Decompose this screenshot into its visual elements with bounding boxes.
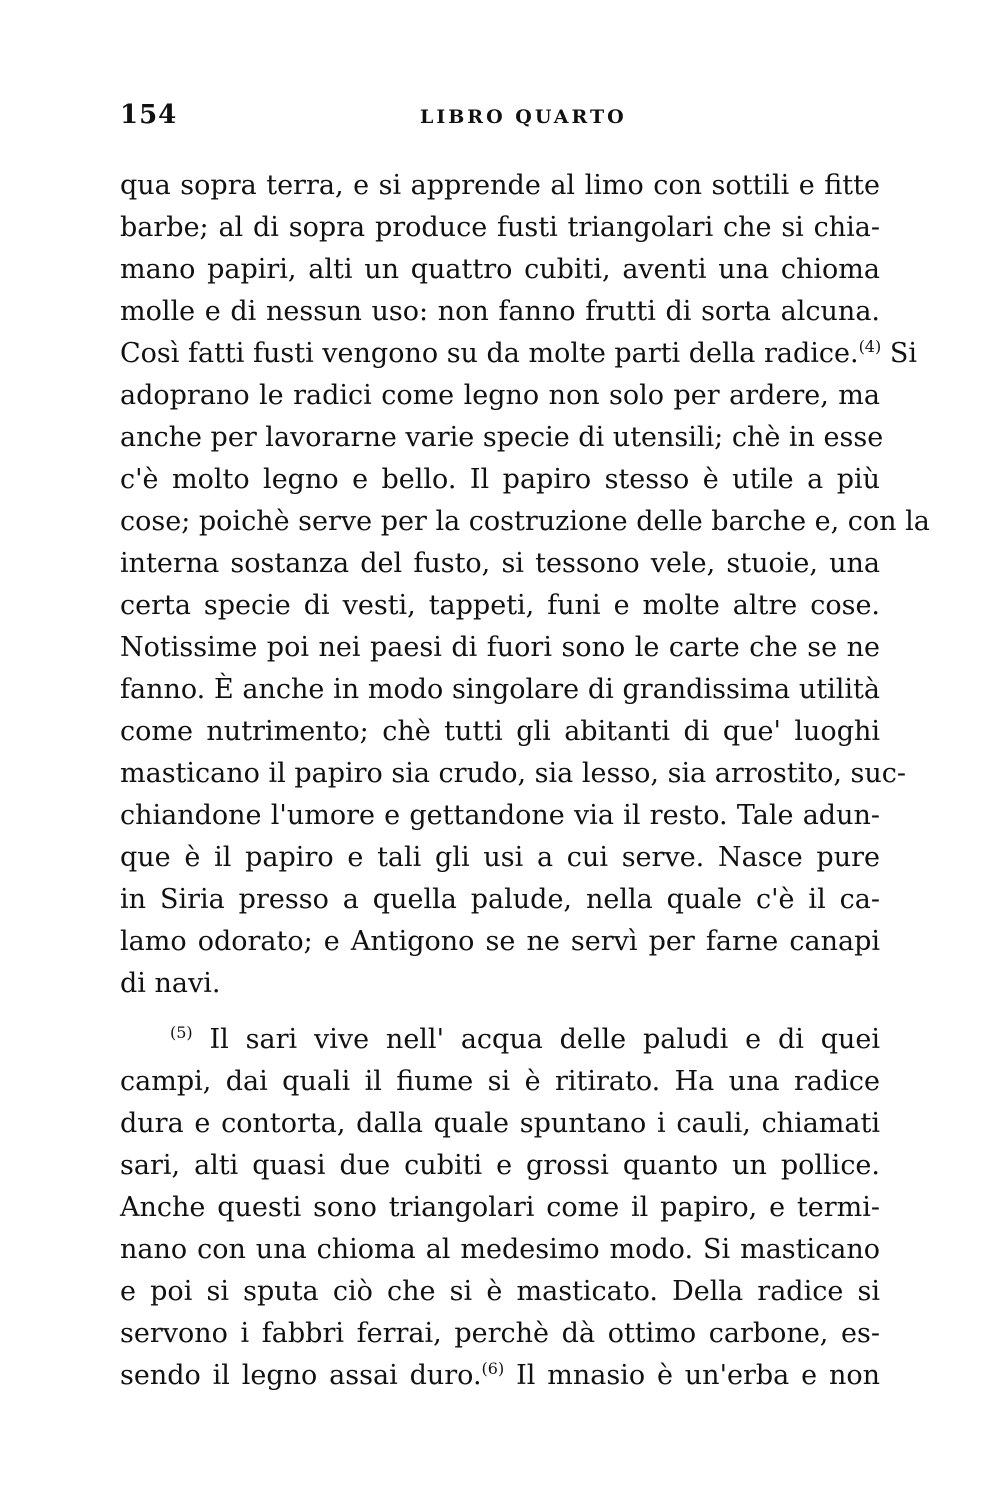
footnote-marker: (6)	[481, 1359, 505, 1378]
line-text: c'è molto legno e bello. Il papiro stesso è utile a più	[120, 464, 880, 495]
line-text: Così fatti fusti vengono su da molte parti della radice.	[120, 338, 859, 369]
line-text: dura e contorta, dalla quale spuntano i cauli, chiamati	[120, 1108, 880, 1139]
text-line	[120, 879, 880, 921]
line-text: masticano il papiro sia crudo, sia lesso, sia arrostito, suc-	[120, 758, 907, 789]
line-text: lamo odorato; e Antigono se ne servì per farne canapi	[120, 926, 880, 957]
line-text: molle e di nessun uso: non fanno frutti di sorta alcuna.	[120, 296, 880, 327]
text-line	[120, 669, 880, 711]
text-line	[120, 165, 880, 207]
page-header	[120, 100, 880, 140]
paragraph-gap	[120, 1005, 880, 1019]
text-line	[120, 249, 880, 291]
line-text: fanno. È anche in modo singolare di grandissima utilità	[120, 674, 880, 705]
text-line	[120, 1271, 880, 1313]
text-line	[120, 333, 917, 375]
line-text: qua sopra terra, e si apprende al limo con sottili e fitte	[120, 170, 880, 201]
text-line	[120, 1355, 880, 1397]
text-line	[120, 627, 880, 669]
text-line	[120, 1187, 880, 1229]
line-text: barbe; al di sopra produce fusti triangolari che si chia-	[120, 212, 880, 243]
line-text-continued: Il mnasio è un'erba e non	[504, 1360, 880, 1391]
text-line	[120, 375, 880, 417]
line-text: sendo il legno assai duro.	[120, 1360, 482, 1391]
text-line	[120, 459, 880, 501]
text-line	[120, 711, 880, 753]
line-text: come nutrimento; chè tutti gli abitanti di que' luoghi	[120, 716, 880, 747]
text-line	[120, 1313, 880, 1355]
line-text: certa specie di vesti, tappeti, funi e molte altre cose.	[120, 590, 880, 621]
line-text: di navi.	[120, 968, 221, 999]
text-line	[120, 1061, 880, 1103]
line-text: que è il papiro e tali gli usi a cui serve. Nasce pure	[120, 842, 880, 873]
text-line	[120, 207, 880, 249]
text-line	[120, 1103, 880, 1145]
text-line	[120, 543, 880, 585]
line-text: e poi si sputa ciò che si è masticato. Della radice si	[120, 1276, 880, 1307]
text-line	[120, 1229, 880, 1271]
text-line	[120, 795, 880, 837]
line-text: adoprano le radici come legno non solo per ardere, ma	[120, 380, 880, 411]
text-line	[120, 1145, 880, 1187]
footnote-marker: (5)	[170, 1023, 193, 1042]
text-line	[120, 837, 880, 879]
line-text: cose; poichè serve per la costruzione delle barche e, con la	[120, 506, 930, 537]
text-line	[120, 921, 880, 963]
line-text: Anche questi sono triangolari come il papiro, e termi-	[120, 1192, 880, 1223]
page-number: 154	[120, 100, 178, 130]
line-text: Notissime poi nei paesi di fuori sono le carte che se ne	[120, 632, 880, 663]
line-text: chiandone l'umore e gettandone via il resto. Tale adun-	[120, 800, 880, 831]
line-text-continued: Si	[881, 338, 917, 369]
line-text: anche per lavorarne varie specie di utensili; chè in esse	[120, 422, 884, 453]
text-line	[120, 501, 930, 543]
text-line	[120, 417, 884, 459]
line-text: campi, dai quali il fiume si è ritirato. Ha una radice	[120, 1066, 880, 1097]
line-text: interna sostanza del fusto, si tessono vele, stuoie, una	[120, 548, 880, 579]
line-text: nano con una chioma al medesimo modo. Si masticano	[120, 1234, 880, 1265]
running-head: LIBRO QUARTO	[420, 106, 627, 128]
text-line	[120, 291, 880, 333]
line-text: Il sari vive nell' acqua delle paludi e di quei	[192, 1024, 880, 1055]
text-line	[120, 753, 907, 795]
line-text: mano papiri, alti un quattro cubiti, aventi una chioma	[120, 254, 880, 285]
footnote-marker: (4)	[858, 337, 882, 356]
line-text: in Siria presso a quella palude, nella quale c'è il ca-	[120, 884, 880, 915]
body-text	[120, 165, 930, 1397]
paragraph-1	[120, 165, 930, 1005]
text-line	[120, 963, 880, 1005]
text-line	[120, 1019, 880, 1061]
paragraph-2	[120, 1019, 880, 1397]
text-line	[120, 585, 880, 627]
line-text: sari, alti quasi due cubiti e grossi quanto un pollice.	[120, 1150, 880, 1181]
line-text: servono i fabbri ferrai, perchè dà ottimo carbone, es-	[120, 1318, 880, 1349]
